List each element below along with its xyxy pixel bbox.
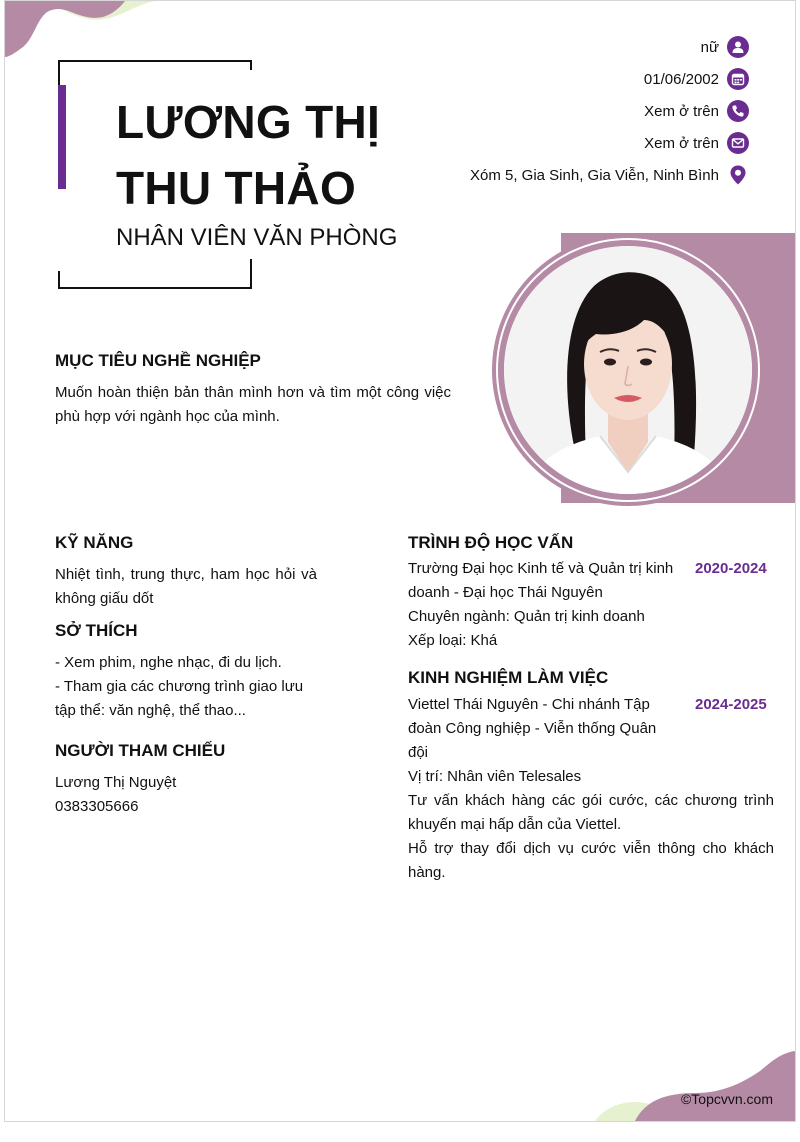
hobby-item: - Xem phim, nghe nhạc, đi du lịch. xyxy=(55,654,282,671)
objective-heading: MỤC TIÊU NGHỀ NGHIỆP xyxy=(55,351,261,370)
education-heading: TRÌNH ĐỘ HỌC VẤN xyxy=(408,533,574,552)
contact-gender-text: nữ xyxy=(700,38,719,56)
education-major: Chuyên ngành: Quản trị kinh doanh xyxy=(408,608,645,625)
name-frame-top xyxy=(58,60,252,63)
contact-info xyxy=(470,31,749,191)
education-years: 2020-2024 xyxy=(695,560,767,577)
experience-years: 2024-2025 xyxy=(695,696,767,713)
contact-birthday-text: 01/06/2002 xyxy=(643,70,719,88)
name-frame-right-lower xyxy=(250,259,252,289)
name-frame-accent-bar xyxy=(58,85,66,189)
education-school: Trường Đại học Kinh tế và Quản trị kinh doanh - Đại học Thái Nguyên xyxy=(408,560,674,601)
reference-name: Lương Thị Nguyệt xyxy=(55,774,177,791)
bottom-right-decoration xyxy=(595,1051,795,1121)
reference-details xyxy=(55,771,315,819)
contact-email xyxy=(470,127,749,159)
name-line-2: THU THẢO xyxy=(116,162,357,214)
experience-heading: KINH NGHIỆM LÀM VIỆC xyxy=(408,668,609,687)
experience-position: Vị trí: Nhân viên Telesales xyxy=(408,768,582,785)
hobbies-list xyxy=(55,651,323,723)
email-icon xyxy=(727,132,749,154)
contact-gender xyxy=(470,31,749,63)
location-pin-icon xyxy=(727,164,749,186)
candidate-name xyxy=(116,89,446,221)
experience-details xyxy=(408,765,774,885)
name-line-1: LƯƠNG THỊ xyxy=(116,96,381,148)
phone-icon xyxy=(727,100,749,122)
copyright-text: ©Topcvvn.com xyxy=(680,1091,773,1107)
user-icon xyxy=(727,36,749,58)
contact-address-text: Xóm 5, Gia Sinh, Gia Viễn, Ninh Bình xyxy=(469,166,719,184)
cv-page xyxy=(4,0,796,1122)
reference-phone: 0383305666 xyxy=(55,798,139,815)
hobbies-heading: SỞ THÍCH xyxy=(55,621,138,640)
contact-phone xyxy=(470,95,749,127)
name-frame-bottom xyxy=(58,287,252,289)
top-left-decoration xyxy=(5,1,165,61)
contact-address xyxy=(470,159,749,191)
experience-duty: Tư vấn khách hàng các gói cước, các chương trình khuyến mại hấp dẫn của Viettel. xyxy=(408,792,774,833)
name-frame-right xyxy=(250,60,252,70)
hobby-item: - Tham gia các chương trình giao lưu tập thể: văn nghệ, thể thao... xyxy=(55,678,304,719)
job-title: NHÂN VIÊN VĂN PHÒNG xyxy=(116,224,398,251)
contact-email-text: Xem ở trên xyxy=(644,134,719,152)
education-grade: Xếp loại: Khá xyxy=(408,632,498,649)
skills-text: Nhiệt tình, trung thực, ham học hỏi và không giấu dốt xyxy=(55,566,317,607)
contact-birthday xyxy=(470,63,749,95)
experience-duty: Hỗ trợ thay đổi dịch vụ cước viễn thông cho khách hàng. xyxy=(408,840,774,881)
calendar-icon xyxy=(727,68,749,90)
contact-phone-text: Xem ở trên xyxy=(644,102,719,120)
education-details xyxy=(408,605,778,653)
reference-heading: NGƯỜI THAM CHIẾU xyxy=(55,741,226,760)
skills-heading: KỸ NĂNG xyxy=(55,533,134,552)
experience-company: Viettel Thái Nguyên - Chi nhánh Tập đoàn Công nghiệp - Viễn thống Quân đội xyxy=(408,696,657,761)
name-frame-left-lower xyxy=(58,271,60,289)
name-frame-left xyxy=(58,60,60,88)
profile-photo xyxy=(504,246,752,494)
objective-text: Muốn hoàn thiện bản thân mình hơn và tìm một công việc phù hợp với ngành học của mình. xyxy=(55,384,451,425)
